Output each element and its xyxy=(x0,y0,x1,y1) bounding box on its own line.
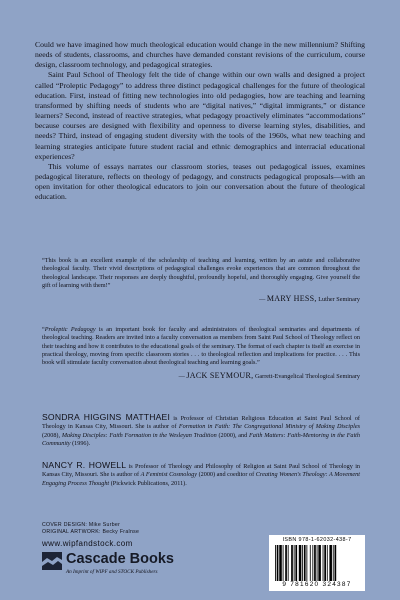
publisher-name: Cascade Books xyxy=(66,551,174,567)
endorsement-attribution xyxy=(42,295,360,304)
endorsed-book-title: Proleptic Pedagogy xyxy=(44,326,96,333)
endorser-affiliation: Luther Seminary xyxy=(318,296,360,304)
endorsement-text xyxy=(42,326,360,367)
author-bio-howell xyxy=(42,461,360,488)
bio-text: (2000), and xyxy=(216,431,250,439)
open-quote: “ xyxy=(42,326,45,333)
artwork-credit: ORIGINAL ARTWORK: Becky Fralnse xyxy=(42,529,140,535)
publisher-imprint xyxy=(42,552,242,582)
barcode-bars xyxy=(275,545,359,581)
author-bio-matthaei xyxy=(42,413,360,448)
bio-text: is Professor of Christian Religious Education at Saint Paul School of Theology in Kansas City, Missouri. She is author of xyxy=(42,415,360,431)
bio-text: (1996). xyxy=(70,439,91,447)
attribution-dash: — xyxy=(178,373,185,381)
bio-text: (2000) and coeditor of xyxy=(197,471,256,479)
author-name: NANCY R. HOWELL xyxy=(42,460,127,470)
description-paragraph-1: Could we have imagined how much theological education would change in the new millennium? Shifting needs of students, classrooms, and churches have demanded constant revisions of the curriculum, course design, classroom technology, and pedagogical strategies. xyxy=(35,40,365,70)
publisher-website[interactable]: www.wipfandstock.com xyxy=(42,539,133,548)
isbn-label: ISBN 978-1-62032-438-7 xyxy=(282,537,352,543)
author-work: Faith Matters: Faith-Mentoring in the Faith Community xyxy=(42,431,360,447)
ean-digits: 9 781620 324387 xyxy=(282,581,352,588)
bio-text: (2008), xyxy=(42,431,62,439)
bio-text: (Pickwick Publications, 2011). xyxy=(109,479,187,487)
endorsement-text: “This book is an excellent example of the scholarship of teaching and learning, written by an astute and collaborative theological faculty. Their vivid descriptions of pedagogical challenges evoke experiences that are common throughout the theological landscape. Their responses are deeply thoughtful, profoundly hopeful, and thoroughly engaging. Give yourself the gift of learning with them!” xyxy=(42,257,360,289)
cascade-books-logo-icon xyxy=(42,552,62,570)
author-work: A Feminist Cosmology xyxy=(140,471,197,479)
cover-credits xyxy=(42,522,139,536)
description-paragraph-3: This volume of essays narrates our classroom stories, teases out pedagogical issues, examines pedagogical literature, reflects on theology of pedagogy, and constructs pedagogical proposals—with an open invitation for other theological educators to join our conversation about the future of theological education. xyxy=(35,161,365,202)
endorsement-attribution xyxy=(42,372,360,381)
endorsement-jack-seymour xyxy=(42,326,360,382)
endorser-name: MARY HESS, xyxy=(266,294,317,304)
isbn-barcode xyxy=(269,535,365,591)
author-work: Creating Women's Theology: A Movement Engaging Process Thought xyxy=(42,471,360,487)
attribution-dash: — xyxy=(259,296,266,304)
endorsement-mary-hess xyxy=(42,257,360,304)
author-work: Making Disciples: Faith Formation in the Wesleyan Tradition xyxy=(61,431,217,439)
endorser-affiliation: Garrett-Evangelical Theological Seminary xyxy=(254,373,360,381)
endorser-name: JACK SEYMOUR, xyxy=(186,371,254,381)
endorsement-body: is an important book for faculty and administrators of theological seminaries and departments of theological teaching. Readers are invited into a faculty conversation as members from Saint Paul School of Theology reflect on their teaching and how it contributes to the educational goals of the seminary. The format of each chapter is itself an exercise in practical theology, moving from specific classroom stories . . . to theological reflection and implications for practice. . . . This book will stimulate faculty conversation about theological teaching and learning goals.” xyxy=(42,326,360,367)
description-paragraph-2: Saint Paul School of Theology felt the tide of change within our own walls and designed a project called “Proleptic Pedagogy” to address three distinct pedagogical challenges for the future of theological education. First, instead of fitting new technologies into old pedagogies, how are teaching and learning transformed by shifting needs of students who are “digital natives,” “digital immigrants,” or distance learners? Second, instead of reactive strategies, what pedagogy proactively eliminates “accommodations” because courses are designed with flexibility and openness to diverse learning styles, disabilities, and needs? Third, instead of engaging student diversity with the tools of the 1960s, what new teaching and learning strategies anticipate future student racial and ethnic demographics and interracial educational experiences? xyxy=(35,70,365,161)
publisher-tagline: An Imprint of WIPF and STOCK Publishers xyxy=(66,569,158,575)
book-description xyxy=(35,40,365,203)
bio-text: is Professor of Theology and Philosophy of Religion at Saint Paul School of Theology in Kansas City, Missouri. She is author of xyxy=(42,463,361,479)
author-name: SONDRA HIGGINS MATTHAEI xyxy=(42,412,171,422)
author-work: Formation in Faith: The Congregational Ministry of Making Disciples xyxy=(178,423,360,431)
cover-design-credit: COVER DESIGN: Mike Surber xyxy=(42,522,121,528)
